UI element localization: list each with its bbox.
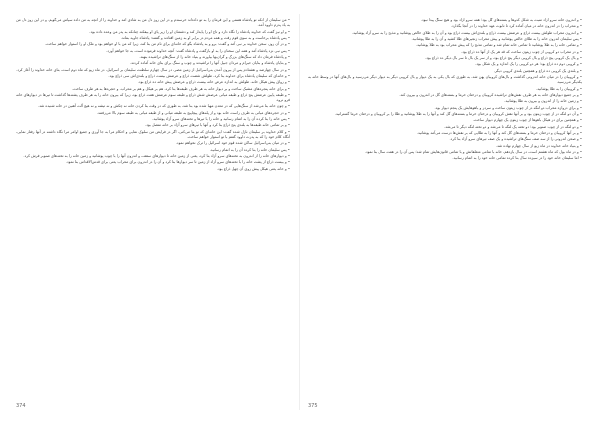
paragraph: • و زمین خانه را از اندرون و بیرون به طلا پوشانید.	[504, 99, 582, 104]
paragraph: • و در محراب دو کروبی از چوب زیتون ساخت که قد هر یک از آنها ده ذراع بود.	[461, 49, 582, 54]
right-page	[308, 18, 582, 409]
paragraph: • و بنیاد خانه خداوند در ماه زیو از سال چهارم نهاده شد.	[495, 143, 582, 148]
paragraph: • پس سلیمان اندرون خانه را به طلای خالص پوشانید و پیش محراب زنجیرهای طلا کشید و آن را به طلا پوشانید.	[411, 37, 582, 42]
paragraph: • و کروبیان را به طلا پوشانید.	[536, 86, 582, 91]
paragraph: • و کروبی دوم ده ذراع بود؛ هر دو کروبی را یک اندازه و یک شکل بود.	[475, 62, 582, 67]
paragraph: • و تمامی خانه را به طلا پوشانید تا تمامی خانه تمام شد و تمامی مذبح را که پیش محراب بود به طلا پوشانید.	[415, 43, 582, 48]
paragraph: • و بر تمامی خانه طبقه‌ها به بلندی پنج ذراع بنا کرد و آنها با تیرهای سرو آزاد بر خانه متصل بود.	[145, 123, 290, 128]
paragraph: • و بلندی یک کروبی ده ذراع و همچنین بلندی کروبی دیگر.	[493, 68, 582, 73]
paragraph: • و در حجره‌های میانی به طرف راست خانه بود و از پله‌های پیچاپیچ به طبقه میانی و از طبقه میانی به طبقه سوم بالا می‌رفتند.	[96, 110, 290, 115]
left-page	[16, 18, 290, 409]
paragraph: • و صحن اندرونی را از سه صف سنگ‌های تراشیده و یک صف تیرهای سرو آزاد بنا کرد.	[449, 137, 582, 142]
paragraph: • و در آن روز، سخن خداوند بر نبی آمد و گفت: برو و به پادشاه بگو که خانه‌ای برای نام من بنا کند، زیرا که من با او خواهم بود و ملک او را استوار خواهم ساخت.	[44, 42, 290, 47]
paragraph: • و خانه یعنی هیکل پیش روی آن چهل ذراع بود.	[216, 166, 290, 171]
paragraph: • و کروبیان را در میان خانه اندرونی گذاشت و بال‌های کروبیان پهن شد، به طوری که بال یکی به یک دیوار و بال کروبی دیگر به دیوار دیگر می‌رسید و بال‌های آنها در وسط خانه به یکدیگر می‌رسید.	[308, 75, 582, 85]
paragraph: • و او نیز گفت که خداوند پادشاه را نگاه دارد و تاج او را پایدار کند و دشمنان او را زیر پای او بیفکند چنانکه به پدر من وعده داده بود.	[89, 29, 290, 34]
right-page-text-column	[308, 18, 582, 396]
page-gutter	[299, 14, 300, 410]
paragraph: • و چون خانه بنا می‌شد از سنگ‌هایی که در معدن مهیا شده بود بنا شد، به طوری که در وقت بنا کردن خانه نه چکش و نه تیشه و نه هیچ آلت آهنین در خانه شنیده شد.	[38, 104, 290, 109]
paragraph: • من سلیمان از آنکه تو پادشاه هستی و این فرمان را به تو داده‌اند خرسندم و در این روز دل من به شادی آمد و خداوند را از آنچه به من داده سپاس می‌گویم. و در این روز دل من به یاد پدرم داوود آمد.	[16, 18, 290, 28]
left-page-number: 374	[16, 403, 26, 409]
paragraph: • پس سلیمان خانه را بنا کرده آن را به اتمام رسانید.	[209, 147, 290, 152]
paragraph: • و اندرون خانه سرو آزاد منبت به شکل کدوها و بسته‌های گل بود؛ همه سرو آزاد بود و هیچ سنگ پیدا نبود.	[420, 18, 582, 22]
paragraph: • و خانه‌ای که سلیمان پادشاه برای خداوند بنا کرد، طولش شصت ذراع و عرضش بیست ذراع و بلندی‌اش سی ذراع بود.	[108, 73, 290, 78]
paragraph: • و برای خانه پنجره‌های مشبک ساخت و بر دیوار خانه به هر طرف طبقه‌ها بنا کرد، هم بر هیکل و هم بر محراب، و حجره‌ها به هر طرف ساخت.	[71, 86, 290, 91]
paragraph: • و برای دروازه محراب دو لنگه در از چوب زیتون ساخت و سردر و باهوهایش یک پنجم دیوار بود.	[434, 105, 582, 110]
paragraph: • پس خانه را بنا کرده آن را به اتمام رسانید و خانه را با تیرها و تخته‌های سرو آزاد پوشانید.	[152, 117, 290, 122]
paragraph: • و بنایان پادشاه و بنایان حیرام و مردان جبیل آنها را تراشیدند و چوب و سنگ برای بنای خانه آماده کردند.	[129, 61, 290, 66]
left-page-text-column	[16, 18, 290, 396]
paragraph: • و در سال چهارصد و هشتادم پس از بیرون آمدن بنی‌اسرائیل از زمین مصر، در سال چهارم سلطنت سلیمان بر اسرائیل، در ماه زیو که ماه دوم است، بنای خانه خداوند را آغاز کرد.	[16, 67, 290, 72]
paragraph: • پس نبی نزد پادشاه آمد و همه این سخنان را به او بازگفت و پادشاه گفت: آنچه خداوند فرموده است، به جا خواهم آورد.	[106, 48, 290, 53]
paragraph: • و دیوارهای خانه را از اندرون به تخته‌های سرو آزاد بنا کرد، یعنی از زمین خانه تا دیوارهای سقف، و اندرون آنها را با چوب پوشانید و زمین خانه را به تخته‌های صنوبر فرش کرد.	[23, 154, 290, 158]
right-page-number: 375	[308, 403, 318, 409]
paragraph: • و پادشاه فرمان داد که سنگ‌های بزرگ و گران‌بها بیاورند و بنیاد خانه را از سنگ‌های تراشیده بنهند.	[139, 54, 290, 59]
paragraph: • و محراب را در اندرون خانه در میان آماده کرد تا تابوت عهد خداوند را در آنجا بگذارد.	[450, 24, 582, 29]
paragraph: • و اندرون محراب طولش بیست ذراع و عرضش بیست ذراع و بلندی‌اش بیست ذراع بود و آن را به طلای خالص پوشانید و مذبح را به سرو آزاد پوشانید.	[351, 30, 582, 35]
paragraph: • و همچنین برای در هیکل باهوها از چوب زیتون یک چهارم دیوار ساخت.	[472, 118, 582, 123]
paragraph: • پس پادشاه برخاست و به سوی قوم رفت و همه مردم در برابر او به زمین افتادند و گفتند: پادشاه جاوید بماند.	[120, 35, 290, 40]
paragraph: • و در ماه بول که ماه هشتم است، در سال یازدهم، خانه با تمامی متعلقاتش و با تمامی قانون‌هایش تمام شد؛ پس آن را در هفت سال بنا نمود.	[364, 150, 582, 155]
paragraph: • و دو لنگه در از چوب صنوبر بود؛ دو تخته یک لنگه تا می‌شد و دو تخته لنگه دیگر تا می‌شد.	[444, 124, 582, 129]
paragraph: • و رواق پیش هیکل خانه، طولش به اندازه عرض خانه بیست ذراع و عرضش پیش خانه ده ذراع بود.	[137, 80, 290, 85]
paragraph: • و بر جمیع دیوارهای خانه به هر طرف نقش‌های تراشیده کروبیان و درختان خرما و بسته‌های گل در اندرون و بیرون کند.	[399, 92, 582, 97]
paragraph: • و کلام خداوند بر سلیمان نازل شده گفت: این خانه‌ای که تو بنا می‌کنی، اگر در فرایض من سلوک نمایی و احکام مرا به جا آوری و جمیع اوامر مرا نگاه داشته در آنها رفتار نمایی، آنگاه کلام خود را که به پدرت داوود گفتم با تو استوار خواهم ساخت.	[16, 129, 290, 139]
paragraph: • و بیست ذراع از پشت خانه را با تخته‌های سرو آزاد از زمین تا سر دیوارها بنا کرد و آن را در اندرون برای محراب یعنی برای قدس‌الاقداس بنا نمود.	[65, 160, 290, 165]
paragraph: • و بر آنها کروبیان و درختان خرما و بسته‌های گل کند و آنها را به طلایی که بر نقش‌ها درست می‌آمد پوشانید.	[416, 131, 582, 135]
paragraph: • و در میان بنی‌اسرائیل ساکن شده قوم خود اسرائیل را ترک نخواهم نمود.	[175, 141, 290, 146]
paragraph: • اما سلیمان خانه خود را در سیزده سال بنا کرده تمامی خانه خود را به اتمام رسانید.	[452, 156, 582, 161]
paragraph: • و طبقه پایین عرضش پنج ذراع و طبقه میانی عرضش شش ذراع و طبقه سوم عرضش هفت ذراع بود، زیرا که بیرون خانه را به هر طرف پشته‌ها گذاشت تا تیرها در دیوارهای خانه فرو نرود.	[16, 92, 290, 103]
paragraph: • و بال یک کروبی پنج ذراع و بال کروبی دیگر پنج ذراع بود، و از سر یک بال تا سر بال دیگر ده ذراع بود.	[425, 56, 582, 61]
paragraph: • و آن دو لنگه در از چوب زیتون بود و بر آنها نقش کروبیان و درختان خرما و بسته‌های گل کند و آنها را به طلا پوشانید و طلا را بر کروبیان و درختان خرما گسترانید.	[334, 111, 582, 116]
